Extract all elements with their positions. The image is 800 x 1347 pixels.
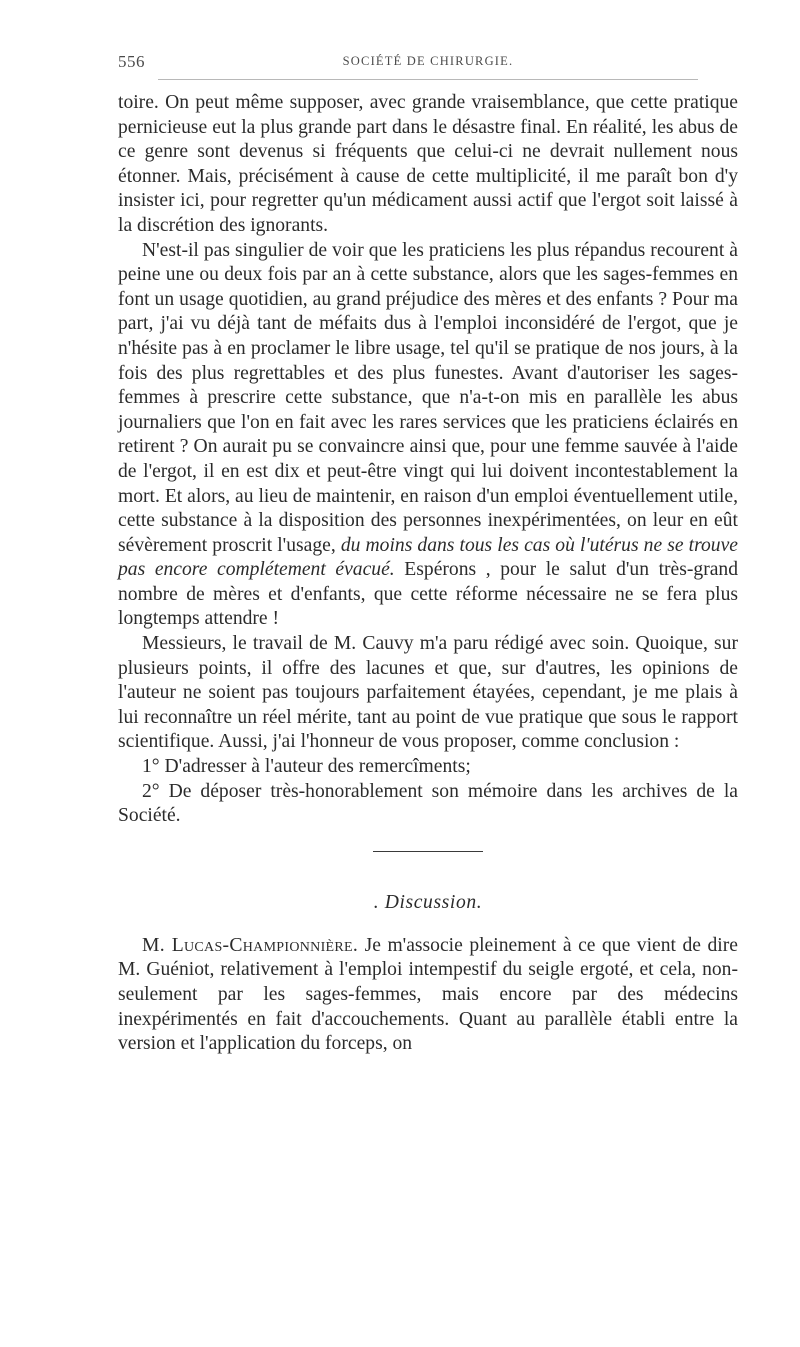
discussion-paragraph-1: [118, 934, 738, 1057]
report-paragraph-2: [118, 239, 738, 633]
book-page: [118, 52, 738, 1057]
conclusion-item-2: 2° De déposer très-honorablement son mémoire dans les archives de la Société.: [118, 780, 738, 827]
discussion-heading: . Discussion.: [373, 891, 483, 913]
conclusion-item-1: 1° D'adresser à l'auteur des remercîments;: [142, 756, 471, 778]
discussion-paragraph-1-text: Je m'associe pleinement à ce que vient de dire M. Guéniot, relativement à l'emploi intempestif du seigle ergoté, et cela, non-seulement par les sages-femmes, mais encore par des médecins inexpérimentés en fait d'accouchements. Quant au parallèle établi entre la version et l'application du forceps, on: [118, 934, 738, 1055]
report-paragraph-2-end: Espérons , pour le salut d'un très-grand nombre de mères et d'enfants, que cette réforme nécessaire ne se fera plus longtemps attendre !: [118, 559, 739, 630]
report-paragraph-1: toire. On peut même supposer, avec grande vraisemblance, que cette pratique pernicieuse eut la plus grande part dans le désastre final. En réalité, les abus de ce genre sont devenus si fréquents que celui-ci ne devrait nullement nous étonner. Mais, précisément à cause de cette multiplicité, il me paraît bon d'y insister ici, pour regretter qu'un médicament aussi actif que l'ergot soit laissé à la discrétion des ignorants.: [118, 92, 738, 236]
report-paragraph-3: Messieurs, le travail de M. Cauvy m'a paru rédigé avec soin. Quoique, sur plusieurs points, il offre des lacunes et que, sur d'autres, les opinions de l'auteur ne soient pas toujours parfaitement étayées, cependant, je me plais à lui reconnaître un réel mérite, tant au point de vue pratique que sous le rapport scientifique. Aussi, j'ai l'honneur de vous proposer, comme conclusion :: [118, 633, 738, 753]
discussion-text: [118, 934, 738, 1057]
page-number: 556: [118, 52, 145, 71]
running-head: [118, 52, 738, 76]
report-paragraph-2-italic: du moins dans tous les cas où l'utérus ne se trouve pas encore complétement évacué.: [118, 534, 739, 581]
header-rule: [158, 79, 698, 80]
section-separator-rule: [373, 851, 483, 852]
speaker-name: M. Lucas-Championnière.: [142, 934, 359, 956]
running-title: SOCIÉTÉ DE CHIRURGIE.: [342, 54, 514, 68]
report-paragraph-2-start: N'est-il pas singulier de voir que les praticiens les plus répandus recourent à peine une ou deux fois par an à cette substance, alors que les sages-femmes en font un usage quotidien, au grand préjudice des mères et des enfants ? Pour ma part, j'ai vu déjà tant de méfaits dus à l'emploi inconsidéré de l'ergot, que je n'hésite pas à en proclamer le libre usage, tel qu'il se pratique de nos jours, à la fois des plus regrettables et des plus funestes. Avant d'autoriser les sages-femmes à prescrire cette substance, que n'a-t-on mis en parallèle les abus journaliers que l'on en fait avec les rares services que les praticiens éclairés en retirent ? On aurait pu se convaincre ainsi que, pour une femme sauvée à l'aide de l'ergot, il en est dix et peut-être vingt qui lui doivent incontestablement la mort. Et alors, au lieu de maintenir, en raison d'un emploi éventuellement utile, cette substance à la disposition des personnes inexpérimentées, on leur en eût sévèrement proscrit l'usage,: [118, 239, 738, 556]
report-text: [118, 91, 738, 829]
